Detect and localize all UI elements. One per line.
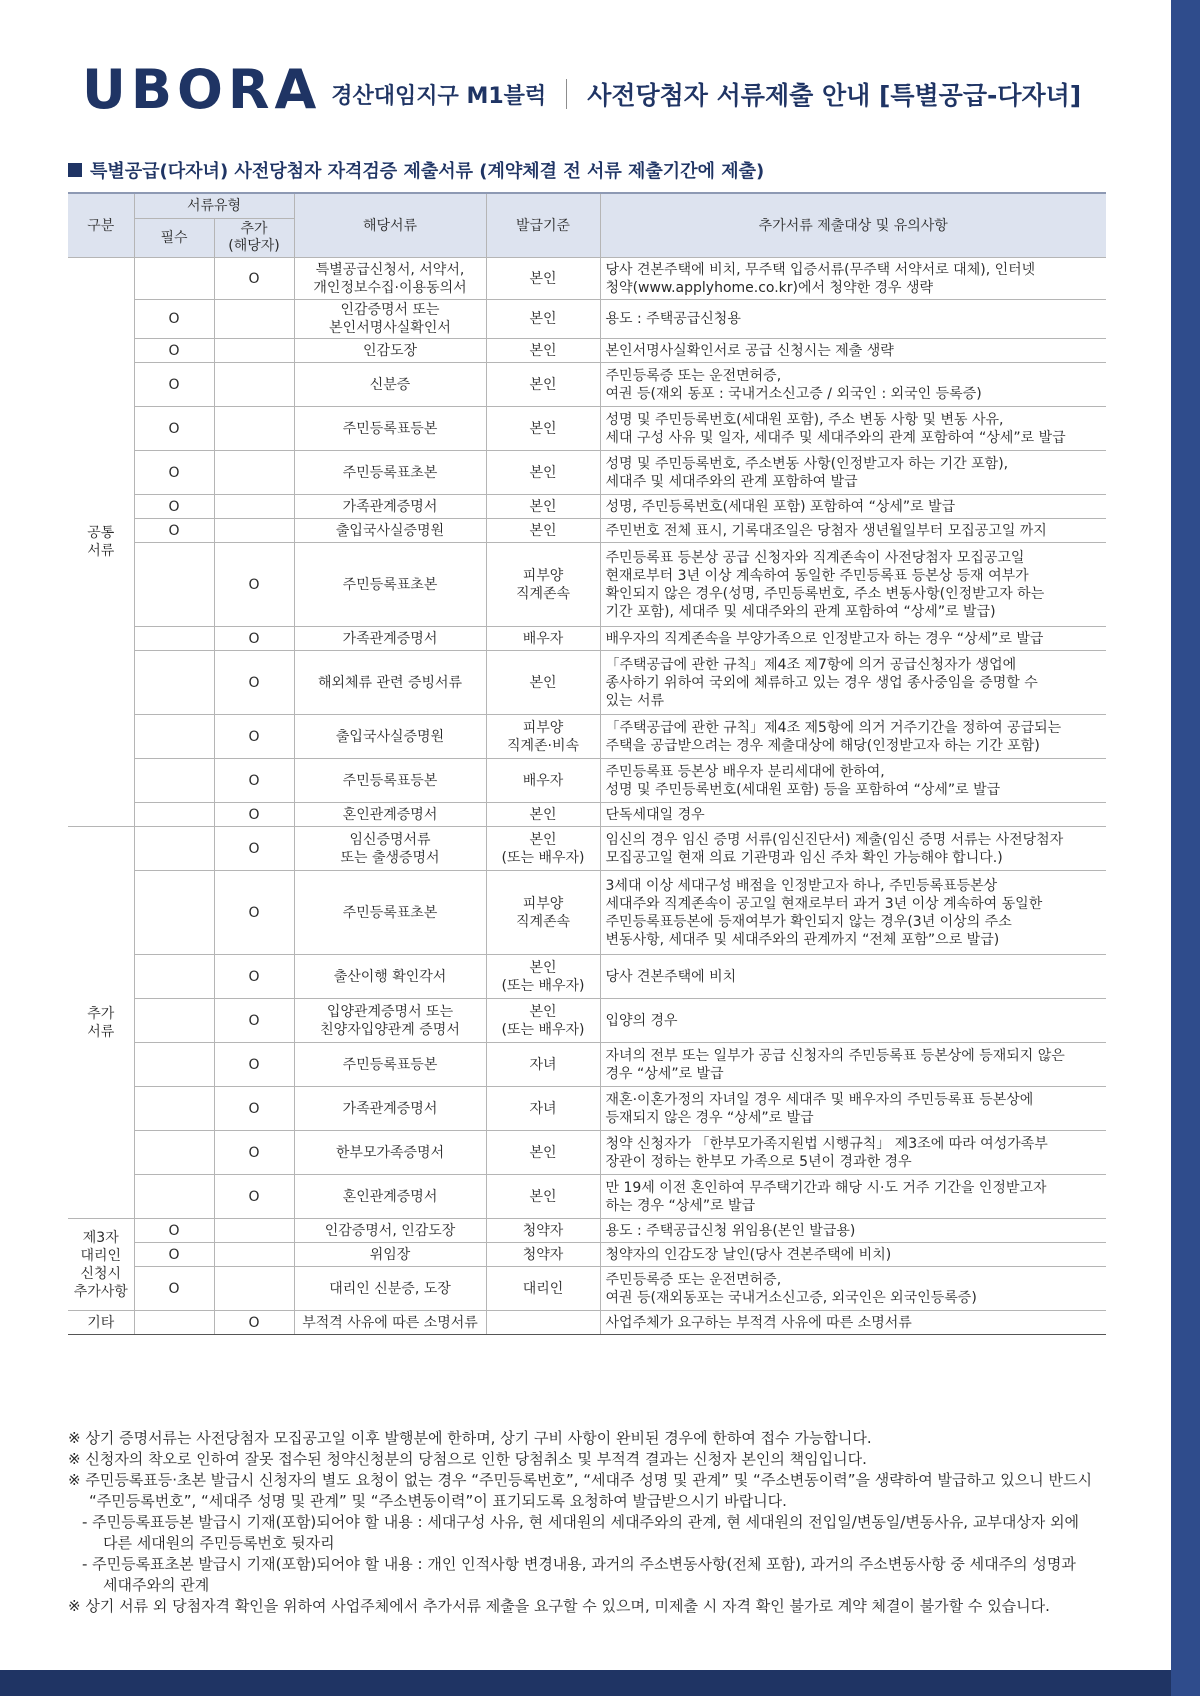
required-mark-cell bbox=[134, 803, 214, 827]
issue-basis-cell: 피부양 직계존속 bbox=[486, 871, 600, 955]
issue-basis-cell: 대리인 bbox=[486, 1267, 600, 1311]
square-bullet-icon bbox=[68, 163, 82, 177]
header-doc-type: 서류유형 bbox=[134, 193, 294, 219]
additional-mark-cell bbox=[214, 451, 294, 495]
table-row bbox=[68, 759, 1106, 803]
additional-mark-cell: O bbox=[214, 1043, 294, 1087]
issue-basis-cell: 본인 bbox=[486, 1175, 600, 1219]
page-header bbox=[82, 60, 1081, 120]
document-cell: 한부모가족증명서 bbox=[294, 1131, 486, 1175]
note-cell: 성명, 주민등록번호(세대원 포함) 포함하여 “상세”로 발급 bbox=[600, 495, 1106, 519]
document-cell: 혼인관계증명서 bbox=[294, 803, 486, 827]
table-row bbox=[68, 407, 1106, 451]
issue-basis-cell: 본인 bbox=[486, 803, 600, 827]
document-cell: 대리인 신분증, 도장 bbox=[294, 1267, 486, 1311]
header-notes: 추가서류 제출대상 및 유의사항 bbox=[600, 193, 1106, 258]
note-cell: 재혼·이혼가정의 자녀일 경우 세대주 및 배우자의 주민등록표 등본상에 등재되지 않은 경우 “상세”로 발급 bbox=[600, 1087, 1106, 1131]
note-cell: 주민등록표 등본상 공급 신청자와 직계존속이 사전당첨자 모집공고일 현재로부터 3년 이상 계속하여 동일한 주민등록표 등본상 등재 여부가 확인되지 않은 경우(성명, 주민등록번호, 주소 변동사항(인정받고자 하는 기간 포함), 세대주 및 세대주와의 관계 포함하여 “상세”로 발급) bbox=[600, 543, 1106, 627]
additional-mark-cell bbox=[214, 1219, 294, 1243]
additional-mark-cell bbox=[214, 363, 294, 407]
issue-basis-cell: 본인 (또는 배우자) bbox=[486, 999, 600, 1043]
table-row bbox=[68, 1243, 1106, 1267]
issue-basis-cell: 본인 bbox=[486, 300, 600, 339]
required-mark-cell: O bbox=[134, 339, 214, 363]
table-row bbox=[68, 871, 1106, 955]
required-mark-cell bbox=[134, 258, 214, 300]
note-cell: 3세대 이상 세대구성 배점을 인정받고자 하나, 주민등록표등본상 세대주와 직계존속이 공고일 현재로부터 과거 3년 이상 계속하여 동일한 주민등록표등본에 등재여부가 확인되지 않는 경우(3년 이상의 주소 변동사항, 세대주 및 세대주와의 관계까지 “전체 포함”으로 발급) bbox=[600, 871, 1106, 955]
issue-basis-cell: 본인 bbox=[486, 339, 600, 363]
required-mark-cell: O bbox=[134, 519, 214, 543]
issue-basis-cell bbox=[486, 1311, 600, 1335]
document-cell: 특별공급신청서, 서약서, 개인정보수집·이용동의서 bbox=[294, 258, 486, 300]
table-row bbox=[68, 1131, 1106, 1175]
additional-mark-cell: O bbox=[214, 955, 294, 999]
document-cell: 출입국사실증명원 bbox=[294, 715, 486, 759]
issue-basis-cell: 본인 bbox=[486, 363, 600, 407]
table-row bbox=[68, 627, 1106, 651]
note-cell: 자녀의 전부 또는 일부가 공급 신청자의 주민등록표 등본상에 등재되지 않은 경우 “상세”로 발급 bbox=[600, 1043, 1106, 1087]
additional-mark-cell: O bbox=[214, 803, 294, 827]
issue-basis-cell: 청약자 bbox=[486, 1243, 600, 1267]
issue-basis-cell: 본인 bbox=[486, 1131, 600, 1175]
document-cell: 위임장 bbox=[294, 1243, 486, 1267]
required-mark-cell bbox=[134, 999, 214, 1043]
table-row bbox=[68, 715, 1106, 759]
section-title-text: 특별공급(다자녀) 사전당첨자 자격검증 제출서류 (계약체결 전 서류 제출기간에 제출) bbox=[90, 161, 765, 182]
document-cell: 출입국사실증명원 bbox=[294, 519, 486, 543]
footnote bbox=[68, 1428, 1108, 1449]
note-cell: 입양의 경우 bbox=[600, 999, 1106, 1043]
note-cell: 주민등록표 등본상 배우자 분리세대에 한하여, 성명 및 주민등록번호(세대원 포함) 등을 포함하여 “상세”로 발급 bbox=[600, 759, 1106, 803]
additional-mark-cell: O bbox=[214, 1131, 294, 1175]
header-divider bbox=[566, 79, 567, 109]
document-cell: 가족관계증명서 bbox=[294, 495, 486, 519]
note-cell: 「주택공급에 관한 규칙」제4조 제5항에 의거 거주기간을 정하여 공급되는 주택을 공급받으려는 경우 제출대상에 해당(인정받고자 하는 기간 포함) bbox=[600, 715, 1106, 759]
page-title: 사전당첨자 서류제출 안내 [특별공급-다자녀] bbox=[587, 81, 1082, 110]
header-issue-basis: 발급기준 bbox=[486, 193, 600, 258]
document-cell: 출산이행 확인각서 bbox=[294, 955, 486, 999]
document-cell: 주민등록표등본 bbox=[294, 759, 486, 803]
footnote-text: - 주민등록표초본 발급시 기재(포함)되어야 할 내용 : 개인 인적사항 변경내용, 과거의 주소변동사항(전체 포함), 과거의 주소변동사항 중 세대주의 성명과 bbox=[82, 1555, 1076, 1573]
required-mark-cell: O bbox=[134, 300, 214, 339]
table-row bbox=[68, 495, 1106, 519]
table-row bbox=[68, 1175, 1106, 1219]
documents-table bbox=[68, 192, 1106, 1335]
bottom-accent-corner bbox=[1171, 1670, 1200, 1696]
issue-basis-cell: 본인 bbox=[486, 407, 600, 451]
additional-mark-cell bbox=[214, 407, 294, 451]
document-cell: 인감증명서 또는 본인서명사실확인서 bbox=[294, 300, 486, 339]
additional-mark-cell: O bbox=[214, 258, 294, 300]
right-accent-bar bbox=[1171, 0, 1200, 1696]
required-mark-cell bbox=[134, 1311, 214, 1335]
required-mark-cell bbox=[134, 871, 214, 955]
issue-basis-cell: 자녀 bbox=[486, 1087, 600, 1131]
footnote-continuation: 세대주와의 관계 bbox=[103, 1576, 210, 1594]
footnote bbox=[68, 1512, 1108, 1554]
additional-mark-cell bbox=[214, 300, 294, 339]
required-mark-cell bbox=[134, 1175, 214, 1219]
required-mark-cell: O bbox=[134, 407, 214, 451]
issue-basis-cell: 본인 bbox=[486, 495, 600, 519]
documents-table-body bbox=[68, 258, 1106, 1335]
footnote bbox=[68, 1470, 1108, 1512]
additional-mark-cell: O bbox=[214, 1087, 294, 1131]
footnote bbox=[68, 1596, 1108, 1617]
category-cell: 기타 bbox=[68, 1311, 134, 1335]
table-row bbox=[68, 258, 1106, 300]
document-cell: 주민등록표등본 bbox=[294, 407, 486, 451]
note-cell: 주민번호 전체 표시, 기록대조일은 당첨자 생년월일부터 모집공고일 까지 bbox=[600, 519, 1106, 543]
site-name: 경산대임지구 M1블럭 bbox=[331, 83, 547, 109]
table-row bbox=[68, 363, 1106, 407]
footnote-text: ※ 상기 증명서류는 사전당첨자 모집공고일 이후 발행분에 한하며, 상기 구비 사항이 완비된 경우에 한하여 접수 가능합니다. bbox=[68, 1429, 872, 1447]
issue-basis-cell: 피부양 직계존·비속 bbox=[486, 715, 600, 759]
document-cell: 주민등록표초본 bbox=[294, 543, 486, 627]
required-mark-cell bbox=[134, 955, 214, 999]
note-cell: 당사 견본주택에 비치, 무주택 입증서류(무주택 서약서로 대체), 인터넷 청약(www.applyhome.co.kr)에서 청약한 경우 생략 bbox=[600, 258, 1106, 300]
required-mark-cell: O bbox=[134, 451, 214, 495]
document-cell: 인감도장 bbox=[294, 339, 486, 363]
footnote-text: - 주민등록표등본 발급시 기재(포함)되어야 할 내용 : 세대구성 사유, 현 세대원의 세대주와의 관계, 현 세대원의 전입일/변동일/변동사유, 교부대상자 외에 bbox=[82, 1513, 1080, 1531]
issue-basis-cell: 본인 (또는 배우자) bbox=[486, 955, 600, 999]
category-cell: 추가 서류 bbox=[68, 827, 134, 1219]
brand-logo: UBORA bbox=[82, 58, 322, 121]
document-cell: 입양관계증명서 또는 친양자입양관계 증명서 bbox=[294, 999, 486, 1043]
header-document: 해당서류 bbox=[294, 193, 486, 258]
header-required: 필수 bbox=[134, 219, 214, 258]
note-cell: 본인서명사실확인서로 공급 신청시는 제출 생략 bbox=[600, 339, 1106, 363]
note-cell: 만 19세 이전 혼인하여 무주택기간과 해당 시·도 거주 기간을 인정받고자 하는 경우 “상세”로 발급 bbox=[600, 1175, 1106, 1219]
issue-basis-cell: 배우자 bbox=[486, 759, 600, 803]
required-mark-cell bbox=[134, 827, 214, 871]
additional-mark-cell: O bbox=[214, 715, 294, 759]
additional-mark-cell bbox=[214, 495, 294, 519]
document-cell: 해외체류 관련 증빙서류 bbox=[294, 651, 486, 715]
table-row bbox=[68, 803, 1106, 827]
table-row bbox=[68, 1043, 1106, 1087]
note-cell: 성명 및 주민등록번호(세대원 포함), 주소 변동 사항 및 변동 사유, 세대 구성 사유 및 일자, 세대주 및 세대주와의 관계 포함하여 “상세”로 발급 bbox=[600, 407, 1106, 451]
issue-basis-cell: 자녀 bbox=[486, 1043, 600, 1087]
required-mark-cell bbox=[134, 651, 214, 715]
section-title bbox=[68, 157, 764, 183]
required-mark-cell bbox=[134, 1043, 214, 1087]
additional-mark-cell bbox=[214, 339, 294, 363]
additional-mark-cell bbox=[214, 1267, 294, 1311]
additional-mark-cell: O bbox=[214, 759, 294, 803]
required-mark-cell bbox=[134, 543, 214, 627]
issue-basis-cell: 본인 bbox=[486, 258, 600, 300]
additional-mark-cell: O bbox=[214, 999, 294, 1043]
issue-basis-cell: 본인 bbox=[486, 519, 600, 543]
note-cell: 단독세대일 경우 bbox=[600, 803, 1106, 827]
table-row bbox=[68, 1267, 1106, 1311]
footnote bbox=[68, 1554, 1108, 1596]
note-cell: 성명 및 주민등록번호, 주소변동 사항(인정받고자 하는 기간 포함), 세대주 및 세대주와의 관계 포함하여 발급 bbox=[600, 451, 1106, 495]
table-row bbox=[68, 651, 1106, 715]
bottom-accent-bar bbox=[0, 1670, 1200, 1696]
required-mark-cell: O bbox=[134, 495, 214, 519]
note-cell: 「주택공급에 관한 규칙」제4조 제7항에 의거 공급신청자가 생업에 종사하기 위하여 국외에 체류하고 있는 경우 생업 종사중임을 증명할 수 있는 서류 bbox=[600, 651, 1106, 715]
additional-mark-cell: O bbox=[214, 543, 294, 627]
document-cell: 가족관계증명서 bbox=[294, 1087, 486, 1131]
note-cell: 당사 견본주택에 비치 bbox=[600, 955, 1106, 999]
table-row bbox=[68, 451, 1106, 495]
issue-basis-cell: 배우자 bbox=[486, 627, 600, 651]
footnotes bbox=[68, 1428, 1108, 1617]
footnote bbox=[68, 1449, 1108, 1470]
footnote-text: ※ 신청자의 착오로 인하여 잘못 접수된 청약신청분의 당첨으로 인한 당첨취소 및 부적격 결과는 신청자 본인의 책임입니다. bbox=[68, 1450, 867, 1468]
additional-mark-cell: O bbox=[214, 651, 294, 715]
footnote-text: ※ 상기 서류 외 당첨자격 확인을 위하여 사업주체에서 추가서류 제출을 요구할 수 있으며, 미제출 시 자격 확인 불가로 계약 체결이 불가할 수 있습니다. bbox=[68, 1597, 1050, 1615]
required-mark-cell bbox=[134, 759, 214, 803]
table-row bbox=[68, 1087, 1106, 1131]
additional-mark-cell: O bbox=[214, 1311, 294, 1335]
issue-basis-cell: 본인 (또는 배우자) bbox=[486, 827, 600, 871]
document-cell: 주민등록표초본 bbox=[294, 451, 486, 495]
document-cell: 혼인관계증명서 bbox=[294, 1175, 486, 1219]
footnote-text: ※ 주민등록표등·초본 발급시 신청자의 별도 요청이 없는 경우 “주민등록번호”, “세대주 성명 및 관계” 및 “주소변동이력”을 생략하여 발급하고 있으니 반드시 bbox=[68, 1471, 1092, 1489]
additional-mark-cell: O bbox=[214, 827, 294, 871]
document-cell: 임신증명서류 또는 출생증명서 bbox=[294, 827, 486, 871]
category-cell: 공통 서류 bbox=[68, 258, 134, 827]
note-cell: 사업주체가 요구하는 부적격 사유에 따른 소명서류 bbox=[600, 1311, 1106, 1335]
issue-basis-cell: 본인 bbox=[486, 451, 600, 495]
note-cell: 배우자의 직계존속을 부양가족으로 인정받고자 하는 경우 “상세”로 발급 bbox=[600, 627, 1106, 651]
required-mark-cell: O bbox=[134, 1243, 214, 1267]
footnote-continuation: 다른 세대원의 주민등록번호 뒷자리 bbox=[103, 1534, 335, 1552]
document-cell: 신분증 bbox=[294, 363, 486, 407]
table-row bbox=[68, 827, 1106, 871]
additional-mark-cell: O bbox=[214, 627, 294, 651]
header-additional: 추가 (해당자) bbox=[214, 219, 294, 258]
note-cell: 청약자의 인감도장 날인(당사 견본주택에 비치) bbox=[600, 1243, 1106, 1267]
document-cell: 인감증명서, 인감도장 bbox=[294, 1219, 486, 1243]
table-row bbox=[68, 955, 1106, 999]
note-cell: 주민등록증 또는 운전면허증, 여권 등(재외 동포 : 국내거소신고증 / 외국인 : 외국인 등록증) bbox=[600, 363, 1106, 407]
header-category: 구분 bbox=[68, 193, 134, 258]
table-row bbox=[68, 1219, 1106, 1243]
additional-mark-cell bbox=[214, 1243, 294, 1267]
required-mark-cell: O bbox=[134, 1219, 214, 1243]
issue-basis-cell: 피부양 직계존속 bbox=[486, 543, 600, 627]
table-row bbox=[68, 339, 1106, 363]
document-cell: 주민등록표초본 bbox=[294, 871, 486, 955]
document-cell: 주민등록표등본 bbox=[294, 1043, 486, 1087]
issue-basis-cell: 본인 bbox=[486, 651, 600, 715]
required-mark-cell bbox=[134, 627, 214, 651]
table-row bbox=[68, 999, 1106, 1043]
required-mark-cell bbox=[134, 1131, 214, 1175]
required-mark-cell bbox=[134, 715, 214, 759]
table-row bbox=[68, 300, 1106, 339]
note-cell: 용도 : 주택공급신청용 bbox=[600, 300, 1106, 339]
additional-mark-cell: O bbox=[214, 871, 294, 955]
footnote-continuation: “주민등록번호”, “세대주 성명 및 관계” 및 “주소변동이력”이 표기되도록 요청하여 발급받으시기 바랍니다. bbox=[89, 1492, 787, 1510]
note-cell: 임신의 경우 임신 증명 서류(임신진단서) 제출(임신 증명 서류는 사전당첨자 모집공고일 현재 의료 기관명과 임신 주차 확인 가능해야 합니다.) bbox=[600, 827, 1106, 871]
document-cell: 가족관계증명서 bbox=[294, 627, 486, 651]
issue-basis-cell: 청약자 bbox=[486, 1219, 600, 1243]
additional-mark-cell bbox=[214, 519, 294, 543]
note-cell: 용도 : 주택공급신청 위임용(본인 발급용) bbox=[600, 1219, 1106, 1243]
category-cell: 제3자 대리인 신청시 추가사항 bbox=[68, 1219, 134, 1311]
required-mark-cell: O bbox=[134, 363, 214, 407]
note-cell: 청약 신청자가 「한부모가족지원법 시행규칙」 제3조에 따라 여성가족부 장관이 정하는 한부모 가족으로 5년이 경과한 경우 bbox=[600, 1131, 1106, 1175]
table-row bbox=[68, 1311, 1106, 1335]
table-row bbox=[68, 543, 1106, 627]
required-mark-cell bbox=[134, 1087, 214, 1131]
additional-mark-cell: O bbox=[214, 1175, 294, 1219]
table-row bbox=[68, 519, 1106, 543]
note-cell: 주민등록증 또는 운전면허증, 여권 등(재외동포는 국내거소신고증, 외국인은 외국인등록증) bbox=[600, 1267, 1106, 1311]
document-cell: 부적격 사유에 따른 소명서류 bbox=[294, 1311, 486, 1335]
required-mark-cell: O bbox=[134, 1267, 214, 1311]
